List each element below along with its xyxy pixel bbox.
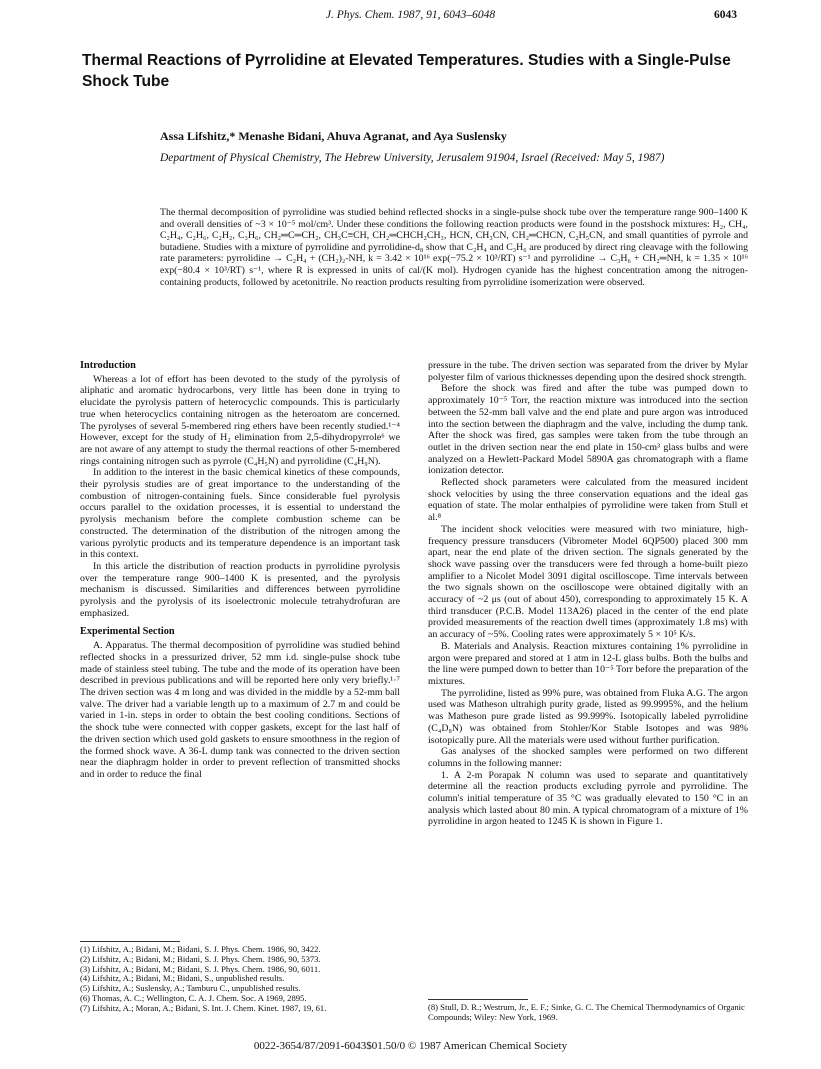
body-paragraph: The pyrrolidine, listed as 99% pure, was obtained from Fluka A.G. The argon used was Matheson ultrahigh purity grade, listed as 99.9995%, and the helium was Matheson pure grade listed as 99.999%. Isotopically labeled pyrrolidine (C₄D₈N) was obtained from Stohler/Kor Stable Isotopes and was 98% isotopically pure. All the materials were used without further purification. [428, 687, 748, 746]
affiliation: Department of Physical Chemistry, The Hebrew University, Jerusalem 91904, Israel (Received: May 5, 1987) [160, 152, 665, 164]
footnote-divider [428, 999, 528, 1000]
journal-citation: J. Phys. Chem. 1987, 91, 6043–6048 [325, 9, 496, 21]
body-paragraph: The incident shock velocities were measured with two miniature, high-frequency pressure transducers (Vibrometer Model 6QP500) placed 300 mm apart, near the end plate of the driven section. The signals generated by the shock wave passing over the transducers were fed through a home-built piezo amplifier to a Nicolet Model 3091 digital oscilloscope. Time intervals between the two signals shown on the oscilloscope were obtained digitally with an accuracy of ~2 μs (out of about 450), corresponding to approximately 15 K. A third transducer (P.C.B. Model 113A26) placed in the center of the end plate provided measurements of the reaction dwell times (approximately 1.8 ms) with an accuracy of ~5%. Cooling rates were approximately 5 × 10⁵ K/s. [428, 523, 748, 641]
reference-item: (7) Lifshitz, A.; Moran, A.; Bidani, S. Int. J. Chem. Kinet. 1987, 19, 61. [80, 1002, 327, 1013]
reference-item: (8) Stull, D. R.; Westrum, Jr., E. F.; Sinke, G. C. The Chemical Thermodynamics of Organic Compounds; Wiley: New York, 1969. [428, 1002, 745, 1022]
reference-item: (5) Lifshitz, A.; Suslensky, A.; Tamburu C., unpublished results. [80, 983, 301, 994]
right-column [428, 360, 748, 828]
body-paragraph: pressure in the tube. The driven section was separated from the driver by Mylar polyester film of various thicknesses depending upon the desired shock strength. [428, 360, 748, 383]
references-left [80, 945, 400, 1014]
introduction-paragraph: Whereas a lot of effort has been devoted to the study of the pyrolysis of aliphatic and aromatic hydrocarbons, very little has been done in trying to elucidate the pyrolysis pattern of heterocyclic compounds. This is particularly true when heterocyclics containing nitrogen as the heteroatom are concerned. The pyrolyses of several 5-membered ring ethers have been recently studied.¹⁻⁴ However, except for the study of H₂ elimination from 2,5-dihydropyrrole⁶ we are not aware of any attempt to study the thermal reactions of other 5-membered rings containing nitrogen such as pyrrole (C₄H₅N) and pyrrolidine (C₄H₉N). [80, 373, 400, 467]
body-paragraph: Before the shock was fired and after the tube was pumped down to approximately 10⁻⁵ Torr, the reaction mixture was introduced into the section between the 52-mm ball valve and the end plate and pure argon was introduced into the section between the diaphragm and the valve, including the dump tank. After the shock was fired, gas samples were taken from the tube through an outlet in the driven section near the end plate in 150-cm³ glass bulbs and were analyzed on a Hewlett-Packard Model 5890A gas chromatograph with a flame ionization detector. [428, 383, 748, 477]
references-right [428, 1003, 748, 1023]
introduction-paragraph: In this article the distribution of reaction products in pyrrolidine pyrolysis over the temperature range 900–1400 K is presented, and the pyrolysis mechanism is discussed. Similarities and differences between pyrrolidine pyrolysis and the pyrolysis of its isoelectronic molecule tetrahydrofuran are emphasized. [80, 560, 400, 619]
introduction-paragraph: In addition to the interest in the basic chemical kinetics of these compounds, their pyrolysis studies are of great importance to the understanding of the combustion of nitrogen-containing fuels. Since considerable fuel pyrolysis occurs parallel to the oxidation processes, it is essential to understand the pyrolysis mechanism before the complete combustion scheme can be constructed. The determination of the distribution of the nitrogen among the various pyrolytic products and its temperature dependence is an important task in this context. [80, 467, 400, 561]
reference-item: (4) Lifshitz, A.; Bidani, M.; Bidani, S., unpublished results. [80, 973, 285, 984]
reference-item: (1) Lifshitz, A.; Bidani, M.; Bidani, S. J. Phys. Chem. 1986, 90, 3422. [80, 944, 321, 954]
copyright-footer: 0022-3654/87/2091-6043$01.50/0 © 1987 American Chemical Society [253, 1040, 568, 1052]
materials-paragraph: B. Materials and Analysis. Reaction mixtures containing 1% pyrrolidine in argon were prepared and stored at 1 atm in 12-L glass bulbs. Both the bulbs and the line were pumped down to better than 10⁻⁵ Torr before the preparation of the mixtures. [428, 640, 748, 687]
introduction-heading: Introduction [80, 360, 136, 371]
body-paragraph: Reflected shock parameters were calculated from the measured incident shock velocities by using the three conservation equations and the ideal gas equation of state. The molar enthalpies of pyrrolidine were taken from Stull et al.⁸ [428, 477, 748, 524]
experimental-heading: Experimental Section [80, 626, 175, 638]
body-paragraph: Gas analyses of the shocked samples were performed on two different columns in the following manner: [428, 746, 748, 769]
author-list: Assa Lifshitz,* Menashe Bidani, Ahuva Agranat, and Aya Suslensky [160, 129, 507, 143]
body-paragraph: 1. A 2-m Porapak N column was used to separate and quantitatively determine all the reaction products excluding pyrrole and pyrrolidine. The column's initial temperature of 35 °C was gradually elevated to 150 °C in an analysis which lasted about 80 min. A typical chromatogram of a mixture of 1% pyrrolidine in argon heated to 1245 K is shown in Figure 1. [428, 769, 748, 828]
left-column [80, 360, 400, 781]
reference-item: (3) Lifshitz, A.; Bidani, M.; Bidani, S. J. Phys. Chem. 1986, 90, 6011. [80, 963, 321, 974]
paper-title: Thermal Reactions of Pyrrolidine at Elevated Temperatures. Studies with a Single-Pulse Shock Tube [82, 52, 731, 90]
reference-item: (6) Thomas, A. C.; Wellington, C. A. J. Chem. Soc. A 1969, 2895. [80, 992, 307, 1003]
abstract: The thermal decomposition of pyrrolidine was studied behind reflected shocks in a single-pulse shock tube over the temperature range 900–1400 K and overall densities of ~3 × 10⁻⁵ mol/cm³. Under these conditions the following reaction products were found in the postshock mixtures: H₂, CH₄, C₂H₄, C₂H₆, C₂H₂, C₃H₆, CH₂═C═CH₂, CH₃C≡CH, CH₂═CHCH₂CH₃, HCN, CH₃CN, CH₂═CHCN, C₂H₅CN, and small quantities of pyrrole and butadiene. Studies with a mixture of pyrrolidine and pyrrolidine-d₈ show that C₂H₄ and C₃H₆ are produced by direct ring cleavage with the following rate parameters: pyrrolidine → C₂H₄ + (CH₂)₂-NH, k = 3.42 × 10¹⁶ exp(−75.2 × 10³/RT) s⁻¹ and pyrrolidine → C₃H₆ + CH₂═NH, k = 1.35 × 10¹⁶ exp(−80.4 × 10³/RT) s⁻¹, where R is expressed in units of cal/(K mol). Hydrogen cyanide has the highest concentration among the nitrogen-containing products, followed by acetonitrile. No reaction products resulting from pyrrolidine isomerization were observed. [160, 207, 748, 288]
footnote-divider [80, 941, 180, 942]
reference-item: (2) Lifshitz, A.; Bidani, M.; Bidani, S. J. Phys. Chem. 1986, 90, 5373. [80, 953, 321, 964]
page-number: 6043 [714, 9, 737, 21]
apparatus-paragraph: A. Apparatus. The thermal decomposition of pyrrolidine was studied behind reflected shocks in a pressurized driver, 52 mm i.d. single-pulse shock tube made of stainless steel tubing. The tube and the mode of its operation have been described in previous publications and will be reported here only very briefly.¹·⁷ The driven section was 4 m long and was divided in the middle by a 52-mm ball valve. The driver had a variable length up to a maximum of 2.7 m and could be varied in 1-in. steps in order to obtain the best cooling conditions. Sections of the shock tube were connected with copper gaskets, except for the last half of the driven section which used gold gaskets to ensure smoothness in the region of the formed shock wave. A 36-L dump tank was connected to the driven section near the diaphragm holder in order to prevent reflection of transmitted shocks and in order to reduce the final [80, 640, 400, 780]
